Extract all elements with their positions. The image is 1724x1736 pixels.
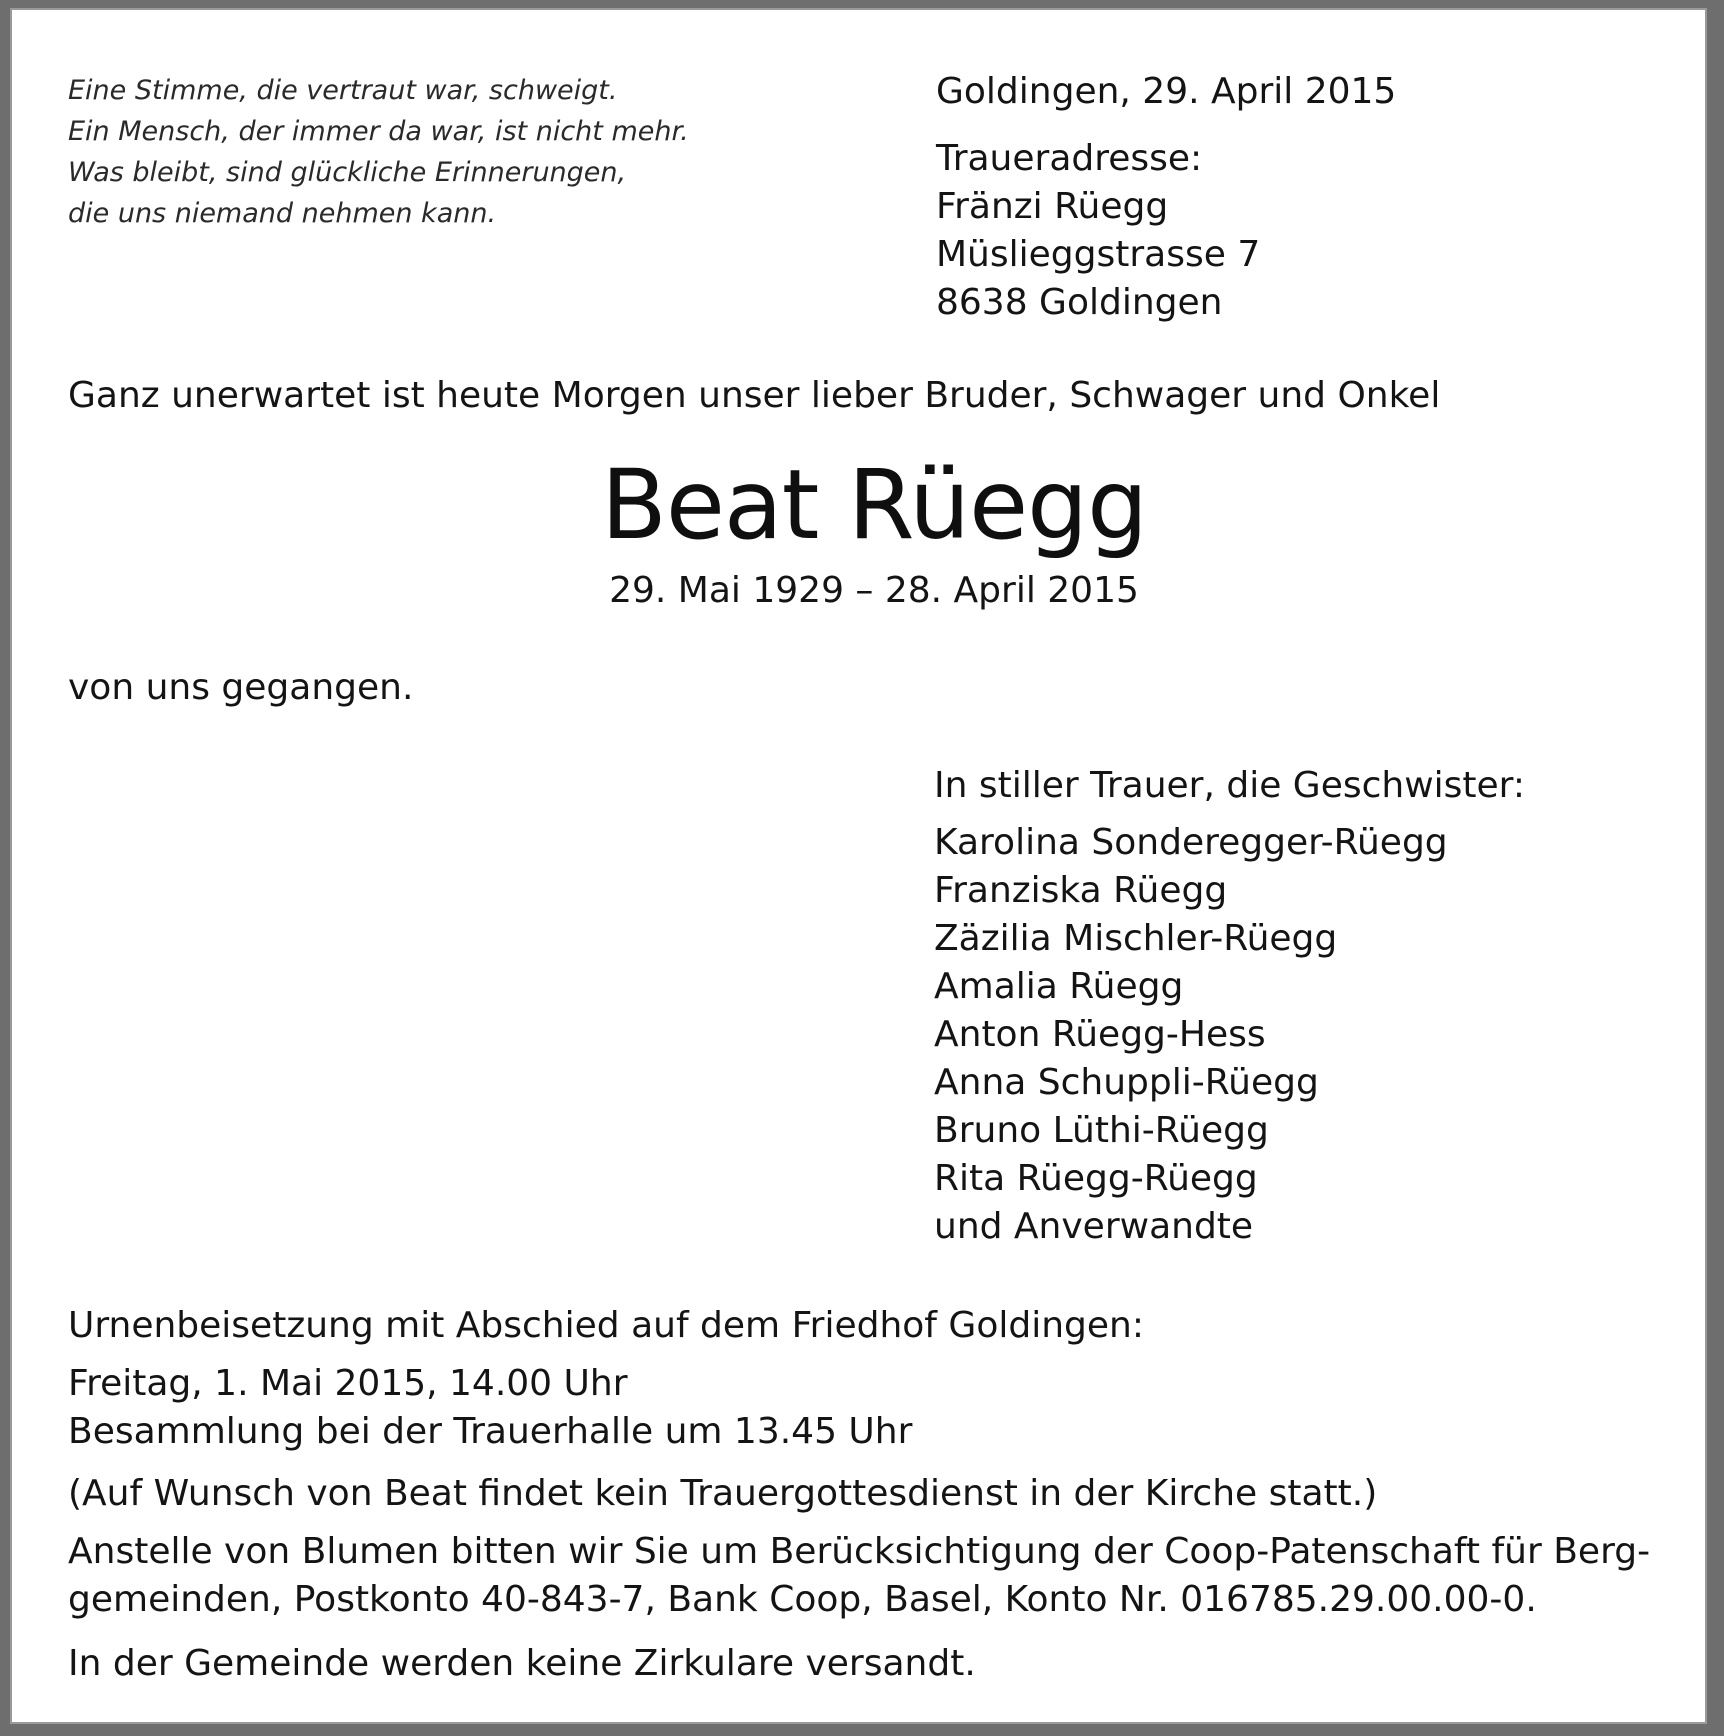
memorial-poem [68,70,689,234]
poem-line: Eine Stimme, die vertraut war, schweigt. [68,75,618,106]
announcement-outro: von uns gegangen. [68,667,414,708]
mourning-address [936,183,1260,327]
life-dates: 29. Mai 1929 – 28. April 2015 [609,570,1139,611]
mourner-name: Anna Schuppli-Rüegg [934,1062,1319,1103]
mourner-name: Bruno Lüthi-Rüegg [934,1110,1269,1151]
mourners-list [934,819,1448,1251]
deceased-name: Beat Rüegg [600,449,1148,561]
mourner-name: Karolina Sonderegger-Rüegg [934,822,1448,863]
mourners-label: In stiller Trauer, die Geschwister: [934,765,1525,806]
service-details [68,1360,912,1456]
service-heading: Urnenbeisetzung mit Abschied auf dem Friedhof Goldingen: [68,1305,1144,1346]
address-line: Müslieggstrasse 7 [936,234,1261,275]
service-line: Besammlung bei der Trauerhalle um 13.45 Uhr [68,1411,913,1452]
mourner-name: und Anverwandte [934,1206,1254,1247]
service-note: (Auf Wunsch von Beat findet kein Trauergottesdienst in der Kirche statt.) [68,1473,1378,1514]
service-line: Freitag, 1. Mai 2015, 14.00 Uhr [68,1363,628,1404]
mourner-name: Amalia Rüegg [934,966,1184,1007]
mourner-name: Franziska Rüegg [934,870,1228,911]
mourner-name: Rita Rüegg-Rüegg [934,1158,1258,1199]
mourner-name: Zäzilia Mischler-Rüegg [934,918,1338,959]
obituary-notice [10,8,1707,1724]
announcement-intro: Ganz unerwartet ist heute Morgen unser lieber Bruder, Schwager und Onkel [68,375,1441,416]
donation-line: Anstelle von Blumen bitten wir Sie um Berücksichtigung der Coop-Patenschaft für Berg- [68,1531,1651,1572]
donation-line: gemeinden, Postkonto 40-843-7, Bank Coop, Basel, Konto Nr. 016785.29.00.00-0. [68,1579,1537,1620]
address-line: 8638 Goldingen [936,282,1223,323]
address-line: Fränzi Rüegg [936,186,1169,227]
circulars-note: In der Gemeinde werden keine Zirkulare versandt. [68,1643,976,1684]
poem-line: die uns niemand nehmen kann. [68,198,497,229]
mourner-name: Anton Rüegg-Hess [934,1014,1266,1055]
mourning-address-label: Traueradresse: [936,138,1203,179]
poem-line: Was bleibt, sind glückliche Erinnerungen, [68,157,627,188]
poem-line: Ein Mensch, der immer da war, ist nicht mehr. [68,116,689,147]
donation-request [68,1528,1650,1624]
dateline: Goldingen, 29. April 2015 [936,71,1397,112]
